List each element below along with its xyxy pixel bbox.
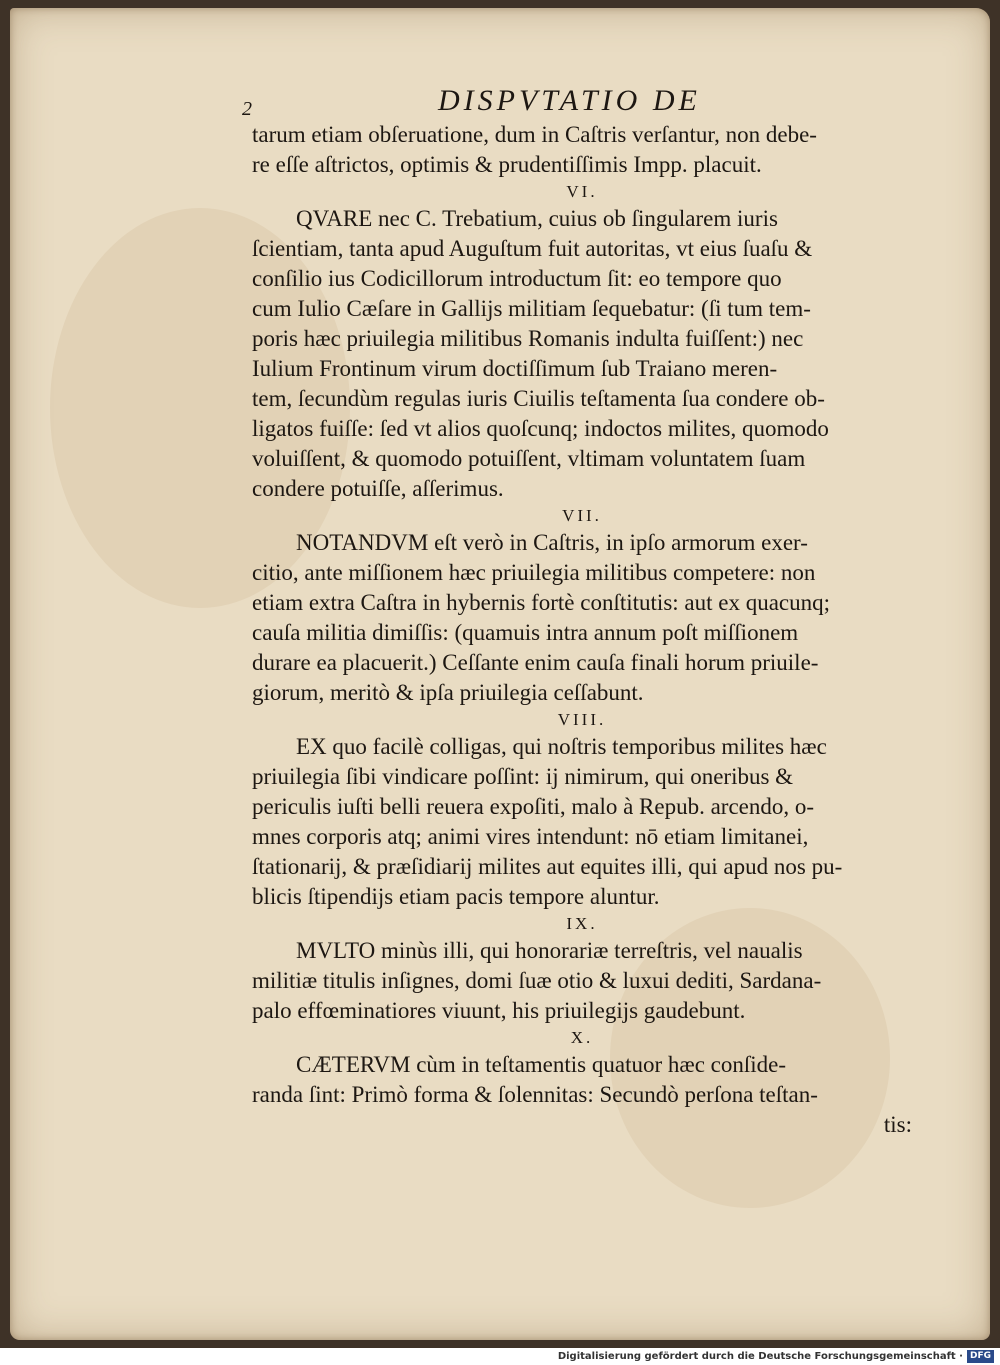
text-line: priuilegia ſibi vindicare poſſint: ij nimirum, qui oneribus &: [252, 764, 794, 789]
text-line: conſilio ius Codicillorum introductum ſit: eo tempore quo: [252, 266, 782, 291]
section-number: VII.: [562, 506, 602, 525]
text-line: NOTANDVM eſt verò in Caſtris, in ipſo armorum exer-: [296, 530, 808, 555]
running-title: DISPVTATIO DE: [438, 84, 701, 117]
section-number: VIII.: [557, 710, 607, 729]
text-line: cauſa militia dimiſſis: (quamuis intra annum poſt miſſionem: [252, 620, 799, 645]
text-line: voluiſſent, & quomodo potuiſſent, vltimam voluntatem ſuam: [252, 446, 806, 471]
text-line: QVARE nec C. Trebatium, cuius ob ſingularem iuris: [296, 206, 778, 231]
text-line: condere potuiſſe, aſſerimus.: [252, 476, 504, 501]
section-number: X.: [570, 1028, 594, 1047]
text-line: giorum, meritò & ipſa priuilegia ceſſabunt.: [252, 680, 644, 705]
dfg-logo: DFG: [967, 1350, 994, 1363]
text-line: randa ſint: Primò forma & ſolennitas: Secundò perſona teſtan-: [252, 1082, 818, 1107]
text-line: EX quo facilè colligas, qui noſtris temporibus milites hæc: [296, 734, 827, 759]
page-number: 2: [242, 98, 256, 120]
section-number: IX.: [566, 914, 598, 933]
text-line: tem, ſecundùm regulas iuris Ciuilis teſtamenta ſua condere ob-: [252, 386, 825, 411]
text-line: periculis iuſti belli reuera expoſiti, malo à Repub. arcendo, o-: [252, 794, 815, 819]
text-line: ſtationarij, & præſidiarij milites aut equites illi, qui apud nos pu-: [252, 854, 843, 879]
text-line: cum Iulio Cæſare in Gallijs militiam ſequebatur: (ſi tum tem-: [252, 296, 811, 321]
page-content: [242, 80, 912, 1140]
text-line: ſcientiam, tanta apud Auguſtum fuit autoritas, vt eius ſuaſu &: [252, 236, 813, 261]
section-number: VI.: [566, 182, 598, 201]
text-body: [252, 120, 912, 1140]
text-line: CÆTERVM cùm in teſtamentis quatuor hæc conſide-: [296, 1052, 787, 1077]
text-line: etiam extra Caſtra in hybernis fortè conſtitutis: aut ex quacunq;: [252, 590, 831, 615]
text-line: re eſſe aſtrictos, optimis & prudentiſſimis Impp. placuit.: [252, 152, 762, 177]
text-line: Iulium Frontinum virum doctiſſimum ſub Traiano meren-: [252, 356, 778, 381]
text-line: MVLTO minùs illi, qui honorariæ terreſtris, vel naualis: [296, 938, 803, 963]
text-line: citio, ante miſſionem hæc priuilegia militibus competere: non: [252, 560, 816, 585]
text-line: palo effœminatiores viuunt, his priuilegijs gaudebunt.: [252, 998, 746, 1023]
digitization-footer: [0, 1348, 1000, 1365]
text-line: ligatos fuiſſe: ſed vt alios quoſcunq; indoctos milites, quomodo: [252, 416, 829, 441]
catchword: tis:: [883, 1112, 912, 1137]
text-line: mnes corporis atq; animi vires intendunt: nō etiam limitanei,: [252, 824, 809, 849]
page-header: [242, 80, 912, 120]
text-line: durare ea placuerit.) Ceſſante enim cauſa finali horum priuile-: [252, 650, 819, 675]
text-line: tarum etiam obſeruatione, dum in Caſtris verſantur, non debe-: [252, 122, 817, 147]
text-line: militiæ titulis inſignes, domi ſuæ otio & luxui dediti, Sardana-: [252, 968, 822, 993]
text-line: blicis ſtipendijs etiam pacis tempore aluntur.: [252, 884, 660, 909]
footer-text: Digitalisierung gefördert durch die Deutsche Forschungsgemeinschaft ·: [557, 1351, 963, 1362]
text-line: poris hæc priuilegia militibus Romanis indulta fuiſſent:) nec: [252, 326, 804, 351]
